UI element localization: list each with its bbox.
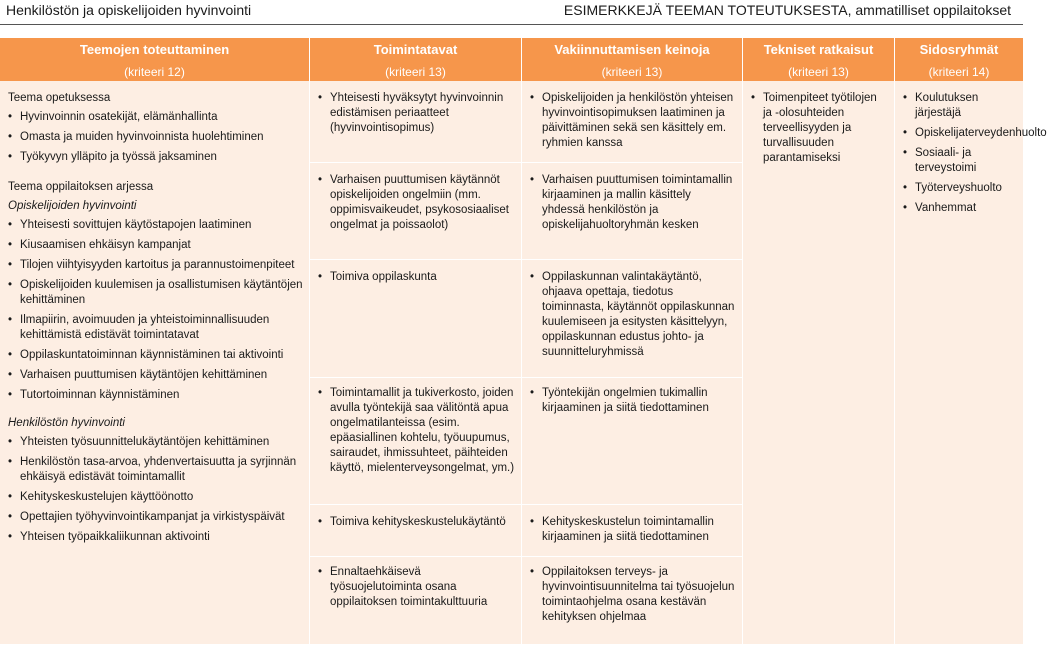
table-cell <box>522 163 742 260</box>
list-item: • Vanhemmat <box>903 201 1017 216</box>
list-item: • Yhteisten työsuunnittelukäytäntöjen kehittäminen <box>8 435 303 450</box>
column-criteria: (kriteeri 13) <box>788 65 849 79</box>
student-wellbeing-list <box>8 218 303 403</box>
column-title: Tekniset ratkaisut <box>763 42 874 57</box>
section-title: Teema opetuksessa <box>8 92 111 104</box>
theme-table <box>0 38 1047 644</box>
column-title: Toimintatavat <box>373 42 458 57</box>
list-item: • Yhteisesti sovittujen käytöstapojen laatiminen <box>8 218 303 233</box>
table-cell <box>310 81 521 163</box>
list-item: • Koulutuksen järjestäjä <box>903 91 1017 121</box>
table-cell <box>895 91 1047 221</box>
list-item: • Yhteisen työpaikkaliikunnan aktivointi <box>8 530 303 545</box>
column-header-stakeholders <box>895 38 1023 81</box>
list-item: • Opiskelijaterveydenhuolto <box>903 126 1017 141</box>
list-item: • Oppilaitoksen terveys- ja hyvinvointisuunnitelma tai työsuojelun toimintaohjelma osana kestävän kehityksen ohjelmaa <box>530 565 736 625</box>
list-item: • Työkyvyn ylläpito ja työssä jaksaminen <box>8 150 303 165</box>
list-item: • Ennaltaehkäisevä työsuojelutoiminta osana oppilaitoksen toimintakulttuuria <box>318 565 515 610</box>
list-item: • Omasta ja muiden hyvinvoinnista huolehtiminen <box>8 130 303 145</box>
list-item: • Sosiaali- ja terveystoimi <box>903 146 1017 176</box>
list-item: • Kiusaamisen ehkäisyn kampanjat <box>8 238 303 253</box>
table-cell <box>310 378 521 505</box>
table-cell <box>522 505 742 557</box>
list-item: • Työntekijän ongelmien tukimallin kirjaaminen ja siitä tiedottaminen <box>530 386 736 416</box>
list-item: • Toimintamallit ja tukiverkosto, joiden avulla työntekijä saa välitöntä apua ongelmatilanteissa (esim. epäasiallinen kohtelu, työuupumus, sairaudet, ihmissuhteet, päihteiden käyttö, mielenterveysongelmat, ym.) <box>318 386 515 476</box>
list-item: • Opiskelijoiden ja henkilöstön yhteisen hyvinvointisopimuksen laatiminen ja päivittäminen sekä sen käsittely em. ryhmien kanssa <box>530 91 736 151</box>
header-title: Henkilöstön ja opiskelijoiden hyvinvointi <box>6 2 252 18</box>
list-item: • Tilojen viihtyisyyden kartoitus ja parannustoimenpiteet <box>8 258 303 273</box>
column-establishing <box>522 81 743 644</box>
column-criteria: (kriteeri 12) <box>124 65 185 79</box>
list-item: • Tutortoiminnan käynnistäminen <box>8 388 303 403</box>
list-item: • Kehityskeskustelun toimintamallin kirjaaminen ja siitä tiedottaminen <box>530 515 736 545</box>
header-subtitle: ESIMERKKEJÄ TEEMAN TOTEUTUKSESTA, ammatilliset oppilaitokset <box>563 2 1011 18</box>
column-technical <box>743 81 895 644</box>
table-cell <box>310 163 521 260</box>
subsection-title: Opiskelijoiden hyvinvointi <box>8 200 137 212</box>
list-item: • Yhteisesti hyväksytyt hyvinvoinnin edistämisen periaatteet (hyvinvointisopimus) <box>318 91 515 136</box>
column-themes <box>0 81 310 644</box>
list-item: • Toimenpiteet työtilojen ja -olosuhteiden terveellisyyden ja turvallisuuden parantamiseksi <box>751 91 888 166</box>
table-cell <box>522 378 742 505</box>
table-cell <box>310 260 521 378</box>
column-title: Teemojen toteuttaminen <box>79 42 230 57</box>
table-cell <box>522 81 742 163</box>
table-cell <box>522 557 742 644</box>
column-header-technical <box>743 38 895 81</box>
column-title: Sidosryhmät <box>919 42 999 57</box>
list-item: • Hyvinvoinnin osatekijät, elämänhallinta <box>8 110 303 125</box>
section-title: Teema oppilaitoksen arjessa <box>8 181 154 193</box>
column-criteria: (kriteeri 13) <box>601 65 663 79</box>
list-item: • Ilmapiirin, avoimuuden ja yhteistoiminnallisuuden kehittämistä edistävät toimintatavat <box>8 313 303 343</box>
stakeholder-list <box>903 91 1047 216</box>
list-item: • Varhaisen puuttumisen käytännöt opiskelijoiden ongelmiin (mm. oppimisvaikeudet, psykososiaaliset ongelmat ja poissaolot) <box>318 173 515 233</box>
list-item: • Varhaisen puuttumisen käytäntöjen kehittäminen <box>8 368 303 383</box>
column-criteria: (kriteeri 14) <box>928 65 990 79</box>
themes-cell <box>0 91 309 550</box>
column-criteria: (kriteeri 13) <box>385 65 446 79</box>
list-item: • Kehityskeskustelujen käyttöönotto <box>8 490 303 505</box>
list-item: • Opiskelijoiden kuulemisen ja osallistumisen käytäntöjen kehittäminen <box>8 278 303 308</box>
column-header-practices <box>310 38 522 81</box>
column-stakeholders <box>895 81 1047 644</box>
list-item: • Toimiva oppilaskunta <box>318 270 515 285</box>
document-header <box>0 0 1023 25</box>
column-practices <box>310 81 522 644</box>
list-item: • Oppilaskuntatoiminnan käynnistäminen tai aktivointi <box>8 348 303 363</box>
subsection-title: Henkilöstön hyvinvointi <box>8 417 125 429</box>
staff-wellbeing-list <box>8 435 303 545</box>
table-cell <box>310 557 521 644</box>
teaching-list <box>8 110 303 165</box>
list-item: • Henkilöstön tasa-arvoa, yhdenvertaisuutta ja syrjinnän ehkäisyä edistävät toimintamallit <box>8 455 303 485</box>
list-item: • Työterveyshuolto <box>903 181 1017 196</box>
list-item: • Oppilaskunnan valintakäytäntö, ohjaava opettaja, tiedotus toiminnasta, käytännöt oppilaskunnan kuulemiseen ja esitysten käsittelyyn, oppilaskunnan edustus johto- ja suunnitteluryhmissä <box>530 270 736 360</box>
table-cell <box>743 91 894 166</box>
table-cell <box>522 260 742 378</box>
table-cell <box>310 505 521 557</box>
list-item: • Varhaisen puuttumisen toimintamallin kirjaaminen ja mallin käsittely yhdessä henkilöstön ja opiskelijahuoltoryhmän kesken <box>530 173 736 233</box>
list-item: • Toimiva kehityskeskustelukäytäntö <box>318 515 515 530</box>
column-header-themes <box>0 38 310 81</box>
list-item: • Opettajien työhyvinvointikampanjat ja virkistyspäivät <box>8 510 303 525</box>
column-title: Vakiinnuttamisen keinoja <box>554 42 710 57</box>
column-header-establishing <box>522 38 743 81</box>
